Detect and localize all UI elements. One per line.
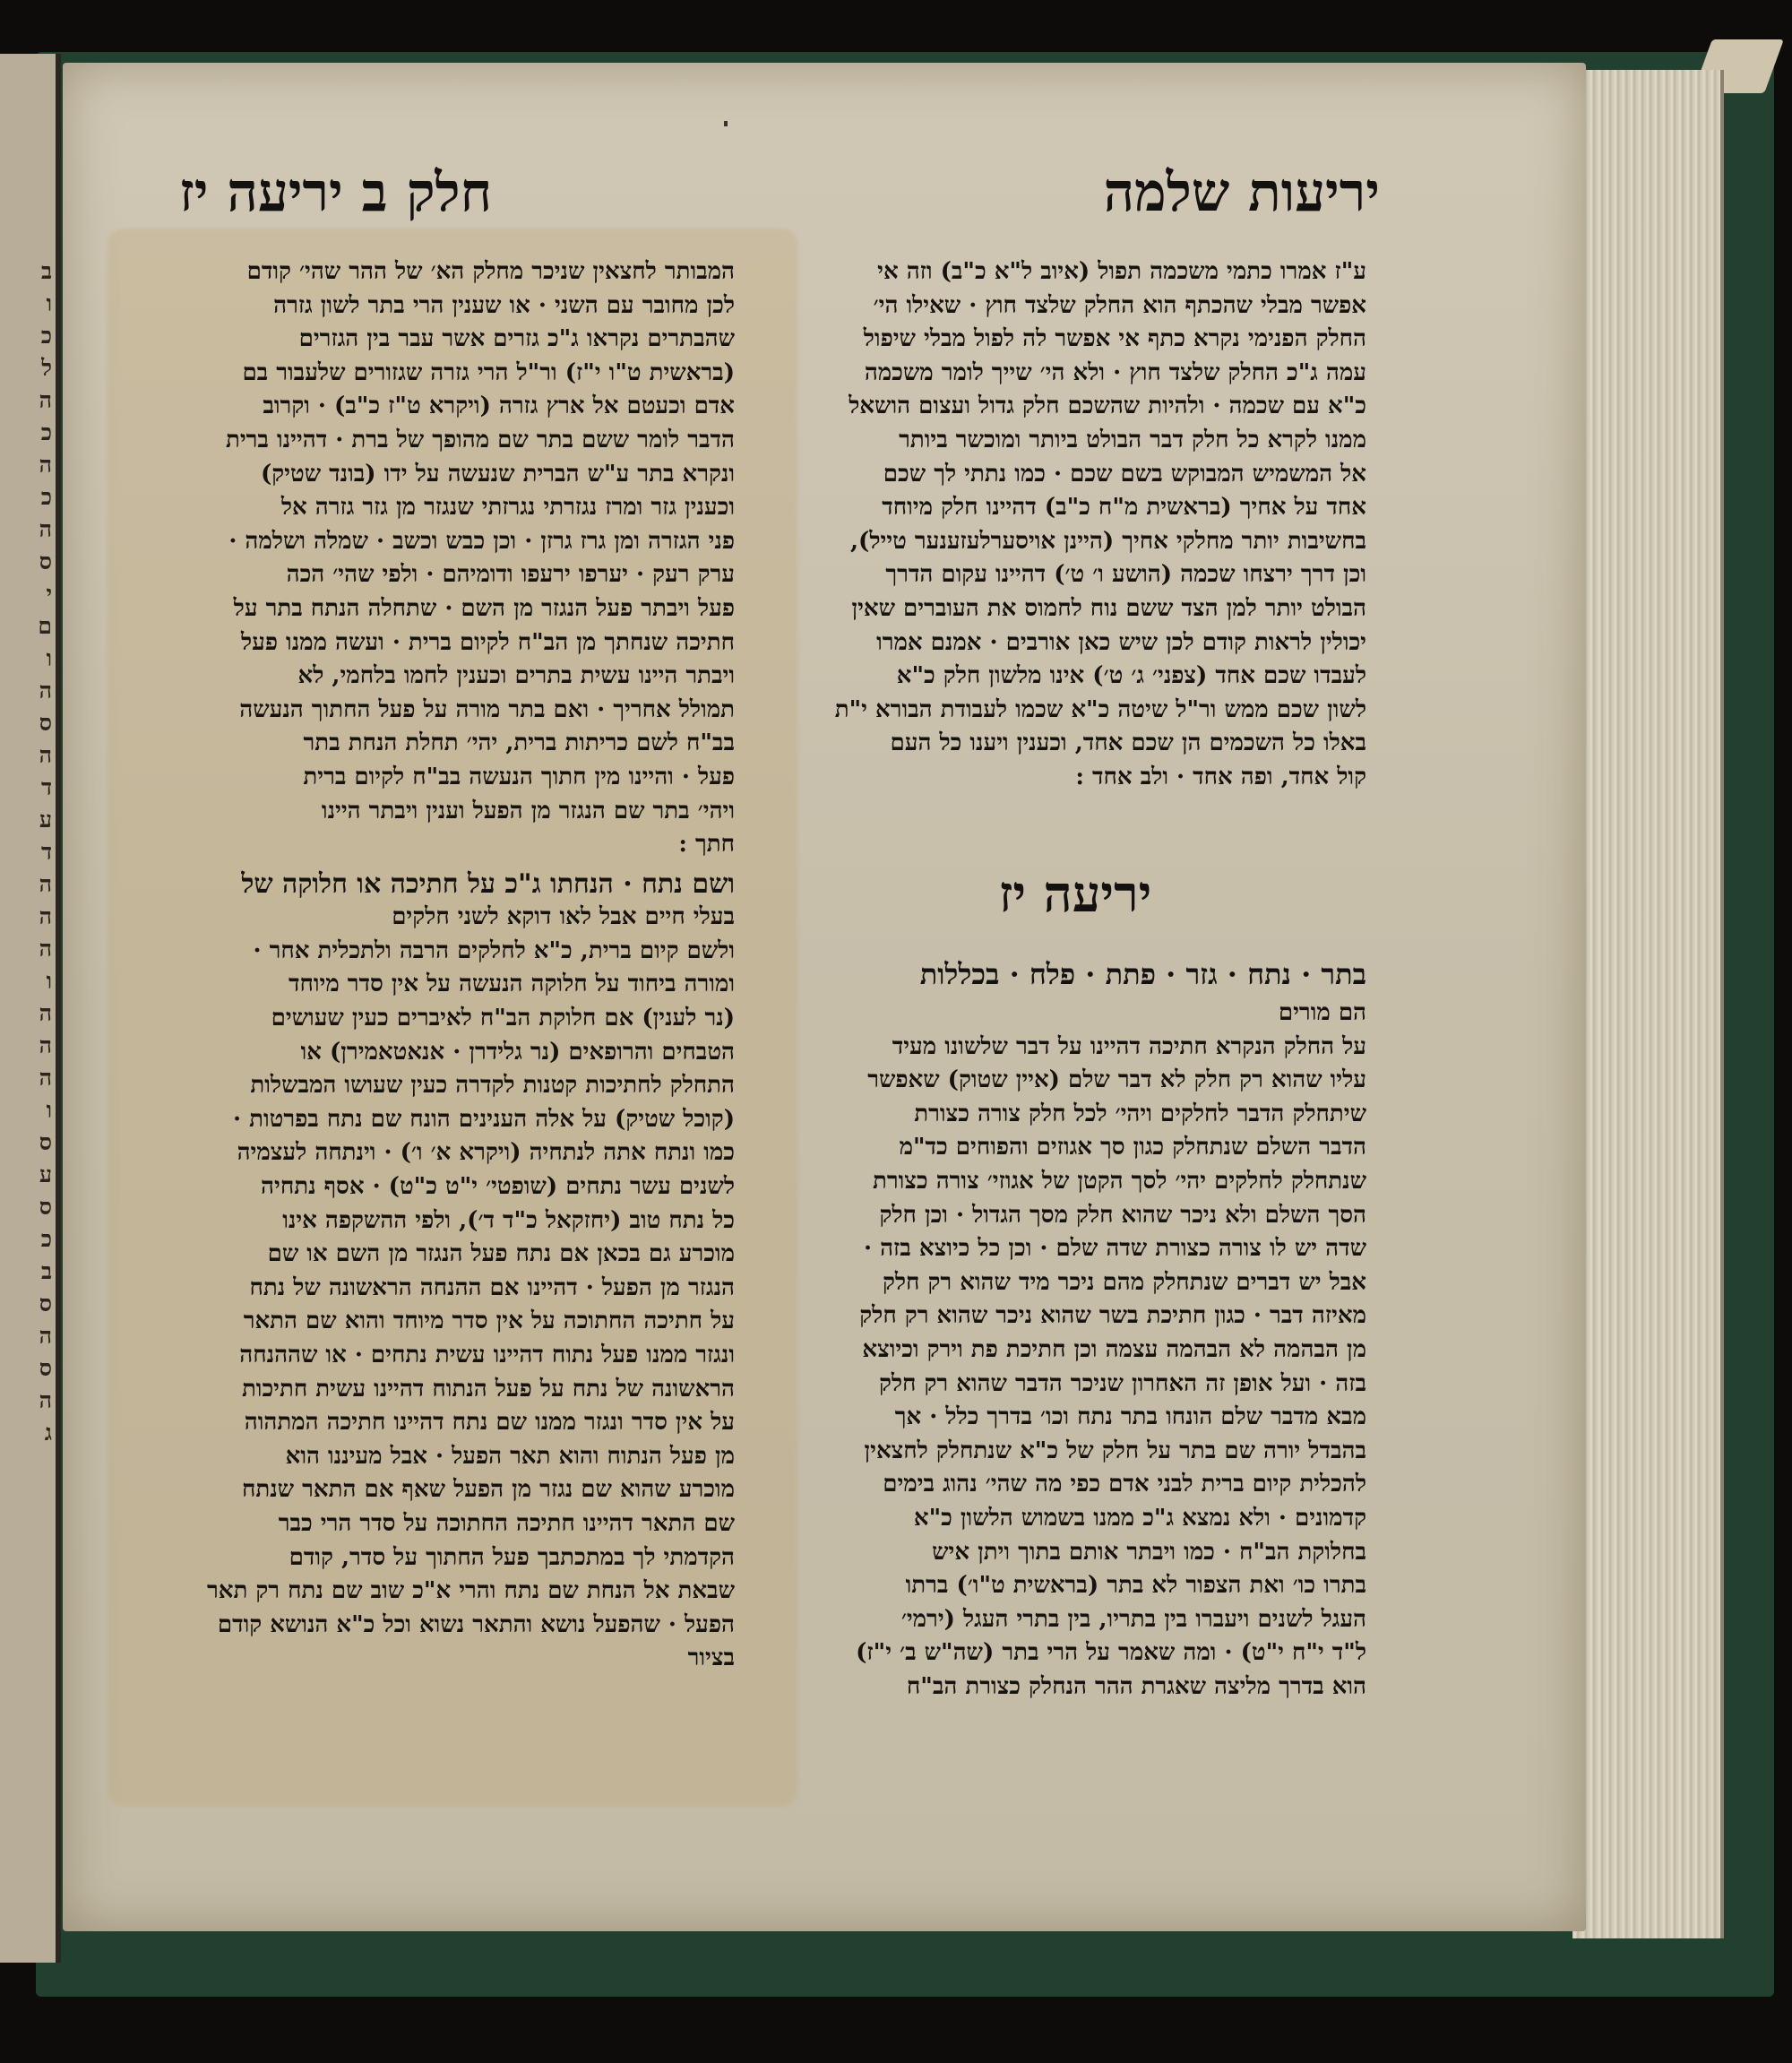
left-column-line: מן פעל הנתוח והוא תאר הפעל · אבל מעיננו הוא <box>285 1442 735 1470</box>
right-column-bottom-line: אבל יש דברים שנתחלק מהם ניכר מיד שהוא רק חלק <box>882 1268 1366 1296</box>
left-column-line: חתיכה שנחתך מן הב"ח לקיום ברית · ועשה ממנו פעל <box>240 628 735 656</box>
previous-page-letter: ב <box>40 258 52 284</box>
left-column-line: כמו ונתח אתה לנתחיה (ויקרא א׳ ו׳) · וינתחה לעצמיה <box>237 1139 735 1167</box>
right-column-bottom-line: קדמונים · ולא נמצא ג"כ ממנו בשמוש הלשון כ"א <box>913 1504 1366 1532</box>
left-column-line: ונקרא בתר ע"ש הברית שנעשה על ידו (בונד שטיק) <box>260 460 735 488</box>
left-column-line: המבותר לחצאין שניכר מחלק הא׳ של ההר שהי׳ קודם <box>246 258 735 285</box>
left-column-line: וכענין גזר ומרז נגזרתי נגרזתי שנגזר מן גזר גזרה אל <box>280 494 735 522</box>
previous-page-edge <box>0 54 61 1963</box>
right-column-bottom-line: הם מורים <box>1278 999 1366 1026</box>
left-column-line: על חתיכה החתוכה על אין סדר מיוחד והוא שם התאר <box>243 1308 735 1335</box>
left-column-line: (בראשית ט"ו י"ז) ור"ל הרי גזרה שגזורים שלעבור בם <box>242 358 735 386</box>
previous-page-letter: ה <box>39 678 52 703</box>
right-column-top <box>757 255 1366 795</box>
part-label: חלק ב יריעה יז <box>179 161 493 224</box>
right-column-bottom-line: שיתחלק הדבר לחלקים ויהי׳ לכל חלק צורה כצורת <box>914 1100 1366 1127</box>
right-column-bottom-line: להכלית קיום ברית לבני אדם כפי מה שהי׳ נהוג בימים <box>883 1471 1366 1498</box>
previous-page-letter: כ <box>40 484 52 510</box>
left-column-line: (נר לענין) אם חלוקת הב"ח לאיברים כעין שעושים <box>271 1005 735 1032</box>
section-heading: יריעה יז <box>998 865 1152 924</box>
previous-page-letter: ה <box>39 1323 52 1349</box>
left-column-line: לשנים עשר נתחים (שופטי׳ י"ט כ"ט) · אסף נתחיה <box>261 1173 735 1201</box>
left-column-line: הנגזר מן הפעל · דהיינו אם ההנחה הראשונה של נתח <box>249 1273 735 1301</box>
right-column-bottom-line: בתרו כו׳ ואת הצפור לא בתר (בראשית ט"ו׳) ברתו <box>905 1572 1366 1600</box>
previous-page-letter: ה <box>39 1032 52 1058</box>
left-column-line: בעלי חיים אבל לאו דוקא לשני חלקים <box>392 903 735 931</box>
right-column-line: ממנו לקרא כל חלק דבר הבולט ביותר ומוכשר ביותר <box>899 426 1366 453</box>
left-column-line: שבאת אל הנחת שם נתח והרי א"כ שוב שם נתח רק תאר <box>207 1577 735 1605</box>
right-column-line: ע"ז אמרו כתמי משכמה תפול (איוב ל"א כ"ב) וזה אי <box>877 258 1366 285</box>
previous-page-letter: כ <box>40 323 52 349</box>
previous-page-letter: ו <box>46 645 52 671</box>
previous-page-letter: ה <box>39 871 52 897</box>
left-column-line: ויבתר היינו עשית בתרים וכענין לחמו בלחמי, לא <box>297 662 735 690</box>
previous-page-letter: ה <box>39 742 52 768</box>
right-column-line: לעבדו שכם אחד (צפני׳ ג׳ ט׳) אינו מלשון חלק כ"א <box>896 662 1366 690</box>
previous-page-letter: ס <box>39 710 52 736</box>
previous-page-letter: ו <box>46 1097 52 1123</box>
previous-page-letter: ג <box>44 1420 52 1446</box>
previous-page-letter: ו <box>46 968 52 994</box>
left-column-line: (קוכל שטיק) על אלה הענינים הונח שם נתח בפרטות · <box>233 1105 735 1133</box>
left-column-line: ערק רעק · יערפו ירעפו ודומיהם · ולפי שהי׳ הכה <box>286 561 735 589</box>
right-column-bottom-line: מבא מדבר שלם הונחו בתר נתח וכו׳ בדרך כלל · אך <box>894 1403 1366 1431</box>
left-column-line: התחלק לחתיכות קטנות לקדרה כעין שעושו המבשלות <box>250 1072 735 1100</box>
right-column-bottom-line: מאיזה דבר · כגון חתיכת בשר שהוא ניכר שהוא רק חלק <box>859 1302 1366 1330</box>
previous-page-letter: ה <box>39 903 52 929</box>
left-column-line: כל נתח טוב (יחזקאל כ"ד ד׳), ולפי ההשקפה אינו <box>282 1206 735 1234</box>
running-title: יריעות שלמה <box>1103 161 1380 224</box>
right-column-line: עמה ג"כ החלק שלצד חוץ · ולא הי׳ שייך לומר משכמה <box>864 358 1366 386</box>
right-column-line: לשון שכם ממש ור"ל שיטה כ"א שכמו לעבודת הבורא י"ת <box>834 695 1366 723</box>
left-column-line: ומורה ביחוד על חלוקה הנעשה על אין סדר מיוחד <box>288 971 735 998</box>
previous-page-letter: ד <box>40 839 52 865</box>
previous-page-letter: ה <box>39 452 52 478</box>
left-column-line: בציור <box>687 1644 735 1672</box>
right-column-line: אחד על אחיך (בראשית מ"ח כ"ב) דהיינו חלק מיוחד <box>882 494 1366 522</box>
right-column-bottom-line: הסך השלם ולא ניכר שהוא חלק מסך הגדול · וכן חלק <box>879 1201 1366 1229</box>
previous-page-letter: ה <box>39 1065 52 1091</box>
previous-page-letter: ס <box>39 1194 52 1220</box>
right-column-bottom-line: ל"ד י"ח י"ט) · ומה שאמר על הרי בתר (שה"ש ב׳ י"ז) <box>856 1639 1366 1667</box>
previous-page-letter: ם <box>38 613 52 639</box>
entry-heading-line: ושם נתח · הנחתו ג"כ על חתיכה או חלוקה של <box>241 867 735 900</box>
page-header <box>179 161 1380 242</box>
right-column-line: אפשר מבלי שהכתף הוא החלק שלצד חוץ · שאילו הי׳ <box>873 291 1366 319</box>
previous-page-letter: ס <box>39 1290 52 1316</box>
left-column-line: פני הגזרה ומן גרז גרזן · וכן כבש וכשב · שמלה ושלמה · <box>228 527 735 555</box>
left-column-line: מוכרע שהוא שם נגזר מן הפעל שאף אם התאר שנתח <box>241 1476 735 1504</box>
right-column-bottom-line: שנתחלק לחלקים יהי׳ לסך הקטן של אגוזי׳ צורה כצורת <box>873 1167 1366 1195</box>
previous-page-letter: ס <box>39 1129 52 1155</box>
left-column-line: הפעל · שהפעל נושא והתאר נשוא וכל כ"א הנושא קודם <box>217 1610 735 1638</box>
right-column-line: אל המשמיש המבוקש בשם שכם · כמו נתתי לך שכם <box>883 460 1366 488</box>
ink-speck <box>724 121 728 126</box>
left-column <box>121 255 735 1676</box>
right-column-line: החלק הפנימי נקרא כתף אי אפשר לה לפול מבלי שיפול <box>863 325 1366 353</box>
previous-page-letter: כ <box>40 419 52 445</box>
right-column-bottom-line: על החלק הנקרא חתיכה דהיינו על דבר שלשונו מעיד <box>892 1032 1366 1060</box>
previous-page-letter: ע <box>39 1161 52 1187</box>
right-column-bottom-line: הדבר השלם שנתחלק כגון סך אגוזים והפוחים כד"מ <box>899 1134 1366 1161</box>
previous-page-letter: ה <box>39 516 52 542</box>
right-column-bottom-line: שדה יש לו צורה כצורת שדה שלם · וכן כל כיוצא בזה · <box>864 1235 1366 1263</box>
previous-page-letter: ה <box>39 1387 52 1413</box>
right-column-bottom-line: עליו שהוא רק חלק לא דבר שלם (איין שטוק) שאפשר <box>867 1066 1366 1094</box>
previous-page-letter: ד <box>40 774 52 800</box>
page-block-edges <box>1572 70 1724 1938</box>
previous-page-letter: כ <box>40 1226 52 1252</box>
section-roots: בתר · נתח · גזר · פתת · פלח · בכללות <box>919 957 1366 991</box>
previous-page-letter: ע <box>39 807 52 833</box>
left-column-line: בב"ח לשם כריתות ברית, יהי׳ תחלת הנחת בתר <box>303 729 735 757</box>
left-column-line: ונגזר ממנו פעל נתוח דהיינו עשית נתחים · או שההנחה <box>239 1342 735 1368</box>
left-column-line: חתך : <box>678 831 735 859</box>
previous-page-letter: ס <box>39 1355 52 1381</box>
left-column-line: לכן מחובר עם השני · או שענין הרי בתר לשון גזרה <box>273 291 735 319</box>
left-column-line: הראשונה של נתח על פעל הנתוח דהיינו עשית חתיכות <box>241 1375 735 1403</box>
left-column-line: ויהי׳ בתר שם הנגזר מן הפעל וענין ויבתר היינו <box>321 797 735 824</box>
left-column-line: פעל · והיינו מין חתוך הנעשה בב"ח לקיום ברית <box>303 763 735 790</box>
left-column-line: תמולל אחריך · ואם בתר מורה על פעל החתוך הנעשה <box>239 695 735 723</box>
left-column-line: מוכרע גם בכאן אם נתח פעל הנגזר מן השם או שם <box>267 1240 735 1268</box>
left-column-line: הדבר לומר ששם בתר שם מהופך של ברת · דהיינו ברית <box>225 426 735 453</box>
previous-page-letter: ל <box>41 355 52 381</box>
right-column-line: בחשיבות יותר מחלקי אחיך (היינן אויסערלעזענער טייל), <box>850 527 1366 555</box>
previous-page-text <box>4 255 52 1824</box>
previous-page-letter: י <box>46 581 52 607</box>
right-column-line: וכן דרך ירצחו שכמה (הושע ו׳ ט׳) דהיינו עקום הדרך <box>885 561 1366 589</box>
left-column-line: הטבחים והרופאים (נר גלידרן · אנאטאמירן) או <box>300 1038 735 1066</box>
left-column-line: שהבתרים נקראו ג"כ גזרים אשר עבר בין הגזרים <box>298 325 735 353</box>
right-column-line: באלו כל השכמים הן שכם אחד, וכענין ויענו כל העם <box>890 729 1366 757</box>
right-column-bottom-line: בהבדל יורה שם בתר על חלק של כ"א שנתחלק לחצאין <box>864 1437 1366 1464</box>
right-column-bottom-line: מן הבהמה לא הבהמה עצמה וכן חתיכת פת וירק וכיוצא <box>862 1335 1366 1363</box>
previous-page-letter: ה <box>39 1000 52 1026</box>
previous-page-letter: ו <box>46 290 52 316</box>
right-column-bottom-line: בזה · ועל אופן זה האחרון שניכר הדבר שהוא רק חלק <box>878 1369 1366 1397</box>
right-column-line: יכולין לראות קודם לכן שיש כאן אורבים · אמנם אמרו <box>876 628 1366 656</box>
left-column-line: שם התאר דהיינו חתיכה החתוכה על סדר הרי כבר <box>278 1509 735 1537</box>
left-column-line: פעל ויבתר פעל הנגזר מן השם · שתחלה הנתח בתר על <box>233 594 735 622</box>
previous-page-letter: ס <box>39 548 52 574</box>
previous-page-letter: ה <box>39 936 52 962</box>
left-column-line: הקדמתי לך במתכתבך פעל החתוך על סדר, קודם <box>289 1543 735 1571</box>
right-column-line: כ"א עם שכמה · ולהיות שהשכם חלק גדול ועצום הושאל <box>849 393 1366 420</box>
right-column-bottom-line: הוא בדרך מליצה שאגרת ההר הנחלק כצורת הב"ח <box>906 1672 1366 1700</box>
right-column-bottom-line: העגל לשנים ויעברו בין בתריו, בין בתרי העגל (ירמי׳ <box>900 1605 1366 1633</box>
left-column-line: אדם וכעטם אל ארץ גזרה (ויקרא ט"ז כ"ב) · וקרוב <box>263 393 735 420</box>
previous-page-letter: ב <box>40 1258 52 1284</box>
left-column-line: ולשם קיום ברית, כ"א לחלקים הרבה ולתכלית אחר · <box>253 937 735 964</box>
left-column-line: על אין סדר ונגזר ממנו שם נתח דהיינו חתיכה המתהוה <box>244 1409 735 1437</box>
right-column-line: קול אחד, ופה אחד · ולב אחד : <box>1075 763 1366 790</box>
right-column-bottom-line: בחלוקת הב"ח · כמו ויבתר אותם בתוך ויתן איש <box>932 1538 1366 1566</box>
previous-page-letter: ה <box>39 387 52 413</box>
right-column-bottom <box>757 997 1366 1704</box>
right-column-line: הבולט יותר למן הצד ששם נוח לחמוס את העוברים שאין <box>851 594 1366 622</box>
